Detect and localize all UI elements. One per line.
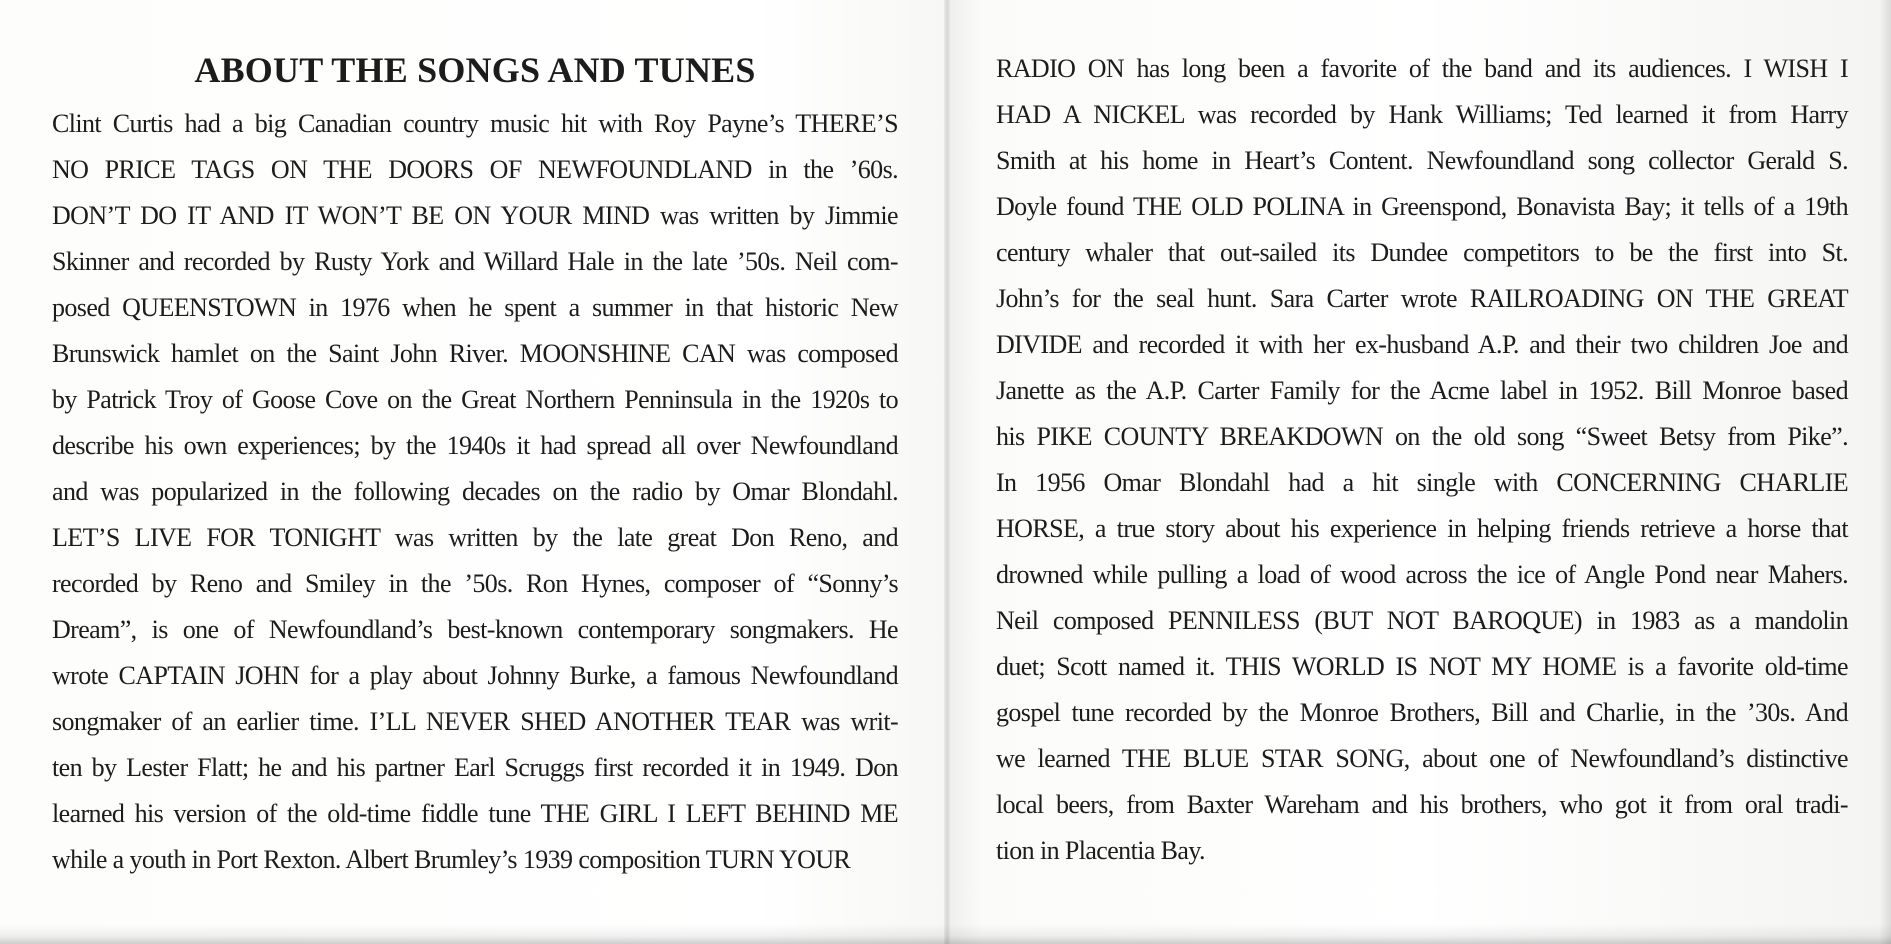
text-line: Clint Curtis had a big Canadian country music hit with Roy Payne’s THERE’S	[52, 109, 898, 138]
text-line: by Patrick Troy of Goose Cove on the Great Northern Penninsula in the 1920s to	[52, 385, 898, 414]
text-line: Brunswick hamlet on the Saint John River. MOONSHINE CAN was composed	[52, 339, 898, 368]
text-line: In 1956 Omar Blondahl had a hit single with CONCERNING CHARLIE	[996, 468, 1848, 497]
text-line: while a youth in Port Rexton. Albert Brumley’s 1939 composition TURN YOUR	[52, 845, 851, 874]
text-line: Doyle found THE OLD POLINA in Greenspond, Bonavista Bay; it tells of a 19th	[996, 192, 1848, 221]
text-line: his PIKE COUNTY BREAKDOWN on the old song “Sweet Betsy from Pike”.	[996, 422, 1848, 451]
text-line: RADIO ON has long been a favorite of the band and its audiences. I WISH I	[996, 54, 1848, 83]
text-line: DIVIDE and recorded it with her ex-husband A.P. and their two children Joe and	[996, 330, 1848, 359]
text-line: Smith at his home in Heart’s Content. Newfoundland song collector Gerald S.	[996, 146, 1848, 175]
bottom-page-edge	[0, 924, 1891, 944]
text-line: Janette as the A.P. Carter Family for the Acme label in 1952. Bill Monroe based	[996, 376, 1848, 405]
text-line: NO PRICE TAGS ON THE DOORS OF NEWFOUNDLAND in the ’60s.	[52, 155, 898, 184]
text-line: ten by Lester Flatt; he and his partner Earl Scruggs first recorded it in 1949. Don	[52, 753, 898, 782]
text-line: Skinner and recorded by Rusty York and Willard Hale in the late ’50s. Neil com-	[52, 247, 898, 276]
text-line: recorded by Reno and Smiley in the ’50s. Ron Hynes, composer of “Sonny’s	[52, 569, 898, 598]
text-line: songmaker of an earlier time. I’LL NEVER SHED ANOTHER TEAR was writ-	[52, 707, 898, 736]
text-line: local beers, from Baxter Wareham and his brothers, who got it from oral tradi-	[996, 790, 1848, 819]
text-line: gospel tune recorded by the Monroe Brothers, Bill and Charlie, in the ’30s. And	[996, 698, 1848, 727]
center-fold	[944, 0, 950, 944]
page-title: ABOUT THE SONGS AND TUNES	[194, 50, 756, 90]
left-page-body	[52, 101, 898, 883]
text-line: learned his version of the old-time fiddle tune THE GIRL I LEFT BEHIND ME	[52, 799, 898, 828]
text-line: HAD A NICKEL was recorded by Hank Williams; Ted learned it from Harry	[996, 100, 1848, 129]
text-line: HORSE, a true story about his experience in helping friends retrieve a horse that	[996, 514, 1848, 543]
right-page-edge	[1879, 0, 1891, 944]
text-line: wrote CAPTAIN JOHN for a play about Johnny Burke, a famous Newfoundland	[52, 661, 898, 690]
text-line: and was popularized in the following decades on the radio by Omar Blondahl.	[52, 477, 898, 506]
text-line: Neil composed PENNILESS (BUT NOT BAROQUE) in 1983 as a mandolin	[996, 606, 1848, 635]
text-line: posed QUEENSTOWN in 1976 when he spent a summer in that historic New	[52, 293, 898, 322]
text-line: Dream”, is one of Newfoundland’s best-known contemporary songmakers. He	[52, 615, 898, 644]
right-page-body	[996, 46, 1848, 874]
text-line: LET’S LIVE FOR TONIGHT was written by the late great Don Reno, and	[52, 523, 898, 552]
text-line: drowned while pulling a load of wood across the ice of Angle Pond near Mahers.	[996, 560, 1848, 589]
text-line: century whaler that out-sailed its Dundee competitors to be the first into St.	[996, 238, 1848, 267]
text-line: we learned THE BLUE STAR SONG, about one of Newfoundland’s distinctive	[996, 744, 1848, 773]
text-line: duet; Scott named it. THIS WORLD IS NOT MY HOME is a favorite old-time	[996, 652, 1848, 681]
text-line: tion in Placentia Bay.	[996, 836, 1205, 865]
text-line: DON’T DO IT AND IT WON’T BE ON YOUR MIND was written by Jimmie	[52, 201, 898, 230]
text-line: describe his own experiences; by the 1940s it had spread all over Newfoundland	[52, 431, 898, 460]
text-line: John’s for the seal hunt. Sara Carter wrote RAILROADING ON THE GREAT	[996, 284, 1848, 313]
